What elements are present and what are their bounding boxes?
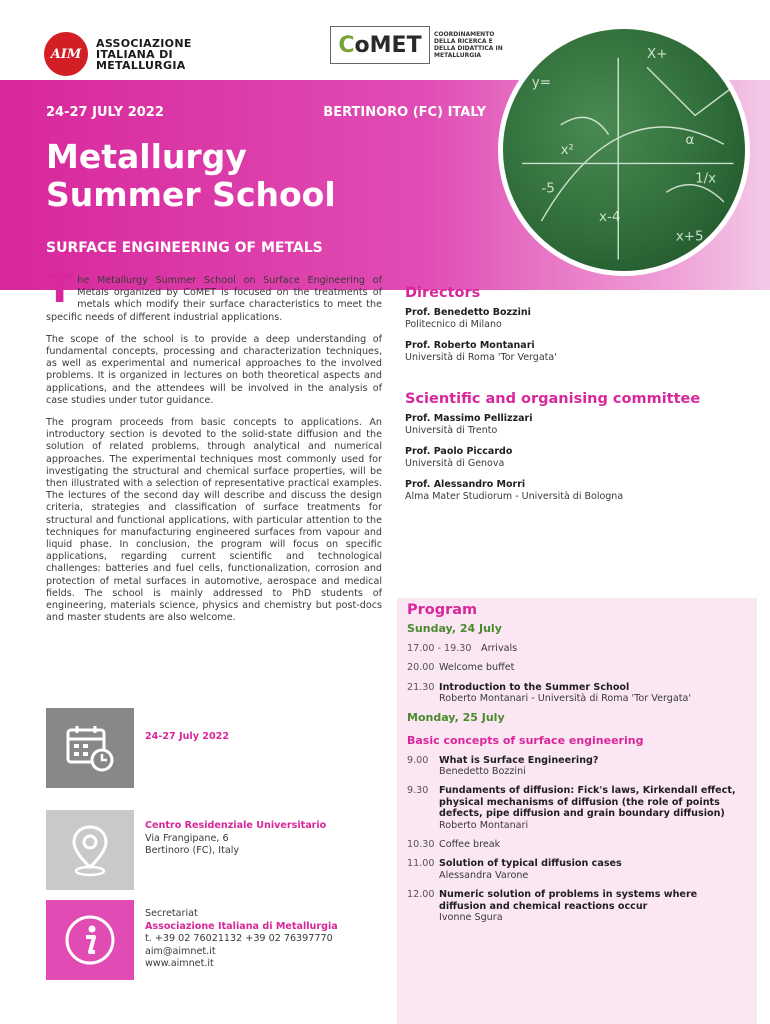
info-icon bbox=[64, 914, 116, 966]
svg-text:y=: y= bbox=[531, 75, 552, 91]
item-speaker: Roberto Montanari bbox=[439, 819, 529, 831]
program-item bbox=[407, 643, 747, 654]
item-time: 11.00 bbox=[407, 858, 435, 870]
item-speaker: Alessandra Varone bbox=[439, 869, 529, 881]
person-name: Prof. Paolo Piccardo bbox=[405, 446, 513, 457]
svg-text:1/x: 1/x bbox=[695, 171, 717, 187]
committee-entry bbox=[405, 479, 757, 502]
page-title bbox=[46, 138, 336, 214]
location-icon-box bbox=[46, 810, 134, 890]
person-name: Prof. Alessandro Morri bbox=[405, 479, 526, 490]
aim-logo bbox=[44, 32, 192, 76]
svg-text:X+: X+ bbox=[647, 46, 668, 62]
venue-address: Via Frangipane, 6 bbox=[145, 832, 229, 844]
program-item bbox=[407, 889, 747, 923]
svg-text:-5: -5 bbox=[541, 181, 555, 197]
item-title: Introduction to the Summer School bbox=[439, 681, 630, 693]
banner-dates: 24-27 JULY 2022 bbox=[46, 105, 164, 120]
program-item bbox=[407, 755, 747, 778]
svg-text:α: α bbox=[685, 133, 695, 149]
secretariat-phone: t. +39 02 76021132 +39 02 76397770 bbox=[145, 933, 333, 944]
item-title: Solution of typical diffusion cases bbox=[439, 858, 622, 870]
committee-heading: Scientific and organising committee bbox=[405, 391, 701, 407]
committee-entry bbox=[405, 413, 757, 436]
intro-paragraph bbox=[46, 266, 382, 324]
secretariat-label: Secretariat bbox=[145, 908, 198, 919]
person-affiliation: Alma Mater Studiorum - Università di Bologna bbox=[405, 490, 624, 502]
venue-name: Centro Residenziale Universitario bbox=[145, 820, 327, 831]
director-entry bbox=[405, 340, 757, 363]
svg-text:x²: x² bbox=[560, 142, 574, 158]
program-item bbox=[407, 662, 747, 673]
director-entry bbox=[405, 307, 757, 330]
page-subtitle: SURFACE ENGINEERING OF METALS bbox=[46, 240, 323, 256]
banner-location: BERTINORO (FC) ITALY bbox=[323, 105, 486, 120]
aim-name-line: ASSOCIAZIONE bbox=[96, 36, 192, 50]
program-item bbox=[407, 682, 747, 705]
location-pin-icon bbox=[70, 823, 110, 877]
secretariat-website[interactable]: www.aimnet.it bbox=[145, 958, 214, 969]
svg-text:x+5: x+5 bbox=[675, 229, 704, 245]
aim-name-line: ITALIANA DI bbox=[96, 47, 173, 61]
item-title: Arrivals bbox=[481, 643, 518, 654]
item-speaker: Benedetto Bozzini bbox=[439, 766, 526, 778]
person-name: Prof. Massimo Pellizzari bbox=[405, 413, 533, 424]
item-time: 17.00 - 19.30 bbox=[407, 643, 472, 654]
day-heading: Sunday, 24 July bbox=[407, 622, 502, 635]
chalkboard-drawing bbox=[503, 29, 745, 271]
item-time: 20.00 bbox=[407, 662, 435, 674]
intro-paragraph: The program proceeds from basic concepts to applications. An introductory section is devoted to the solid-state diffusion and the solution of related problems, through analytical and numerical approaches. The experimental techniques most commonly used for investigating the structural and chemical surface properties, will be then illustrated with a selection of representative practical examples. The lectures of the second day will describe and discuss the design criteria, strategies and classification of surface treatments for structural and functional applications, with particular attention to the techniques for manufacturing engineered surfaces from vapour and liquid phase. In conclusion, the program will focus on specific applications, regarding current scientific and technological challenges: batteries and fuel cells, functionalization, corrosion and protection of metal surfaces in automotive, aerospace and medical fields. The school is mainly addressed to PhD students of engineering, materials science, physics and chemistry but post-docs and master students are also welcome. bbox=[46, 417, 382, 624]
person-name: Prof. Roberto Montanari bbox=[405, 340, 535, 351]
program-heading: Program bbox=[407, 602, 478, 618]
item-time: 9.00 bbox=[407, 754, 429, 766]
directors-heading: Directors bbox=[405, 285, 481, 301]
aim-name-line: METALLURGIA bbox=[96, 58, 186, 72]
program-item bbox=[407, 839, 747, 850]
person-affiliation: Università di Genova bbox=[405, 457, 505, 469]
aim-logo-mark: AIM bbox=[44, 32, 88, 76]
person-affiliation: Università di Trento bbox=[405, 424, 498, 436]
day-heading: Monday, 25 July bbox=[407, 710, 505, 724]
program-panel bbox=[397, 598, 757, 1024]
session-heading: Basic concepts of surface engineering bbox=[407, 733, 644, 747]
intro-paragraph: The scope of the school is to provide a deep understanding of fundamental concepts, processing and characterization techniques, as well as experimental and numerical approaches to the involved problems. It is organized in lectures on both theoretical aspects and applications, and the attendees will be involved in the analysis of case studies under tutor guidance. bbox=[46, 333, 382, 406]
calendar-icon-box bbox=[46, 708, 134, 788]
item-title: Fundaments of diffusion: Fick's laws, Kirkendall effect, physical mechanisms of diffusion (the role of points defects, pipe diffusion and grain boundary diffusion) bbox=[439, 785, 736, 820]
banner-date-row bbox=[46, 105, 486, 120]
item-speaker: Roberto Montanari - Università di Roma 'Tor Vergata' bbox=[439, 693, 692, 705]
item-title: Welcome buffet bbox=[439, 662, 515, 674]
program-item bbox=[407, 785, 747, 831]
item-time: 12.00 bbox=[407, 889, 435, 901]
item-time: 21.30 bbox=[407, 681, 435, 693]
title-line: Summer School bbox=[46, 175, 336, 214]
secretariat-email[interactable]: aim@aimnet.it bbox=[145, 945, 216, 957]
svg-text:x-4: x-4 bbox=[599, 210, 621, 226]
person-name: Prof. Benedetto Bozzini bbox=[405, 307, 531, 318]
venue-city: Bertinoro (FC), Italy bbox=[145, 845, 240, 856]
item-time: 10.30 bbox=[407, 839, 435, 851]
info-icon-box bbox=[46, 900, 134, 980]
drop-cap: T bbox=[46, 266, 74, 312]
person-affiliation: Politecnico di Milano bbox=[405, 318, 502, 330]
item-speaker: Ivonne Sgura bbox=[439, 912, 503, 924]
item-title: Coffee break bbox=[439, 839, 501, 851]
title-line: Metallurgy bbox=[46, 137, 247, 176]
secretariat-name: Associazione Italiana di Metallurgia bbox=[145, 920, 338, 932]
comet-subtitle: COORDINAMENTO DELLA RICERCA E DELLA DIDATTICA IN METALLURGIA bbox=[434, 31, 503, 59]
venue-block bbox=[145, 820, 326, 858]
calendar-clock-icon bbox=[64, 722, 116, 774]
committee-entry bbox=[405, 446, 757, 469]
item-time: 9.30 bbox=[407, 785, 429, 797]
item-title: Numeric solution of problems in systems where diffusion and chemical reactions occur bbox=[439, 889, 698, 912]
people-section bbox=[397, 285, 757, 502]
program-item bbox=[407, 858, 747, 881]
person-affiliation: Università di Roma 'Tor Vergata' bbox=[405, 351, 557, 363]
intro-paragraph-text: he Metallurgy Summer School on Surface Engineering of Metals organized by CoMET is focused on the treatments of metals which modify their surface characteristics to meet the specific needs of different industrial applications. bbox=[46, 275, 382, 323]
comet-logo bbox=[330, 26, 514, 64]
chalkboard-image bbox=[498, 24, 750, 276]
secretariat-block bbox=[145, 908, 338, 971]
item-title: What is Surface Engineering? bbox=[439, 754, 599, 766]
aim-name bbox=[96, 38, 192, 71]
comet-logo-mark: C oMET bbox=[330, 26, 430, 64]
event-date: 24-27 July 2022 bbox=[145, 731, 230, 742]
intro-text bbox=[46, 266, 382, 634]
